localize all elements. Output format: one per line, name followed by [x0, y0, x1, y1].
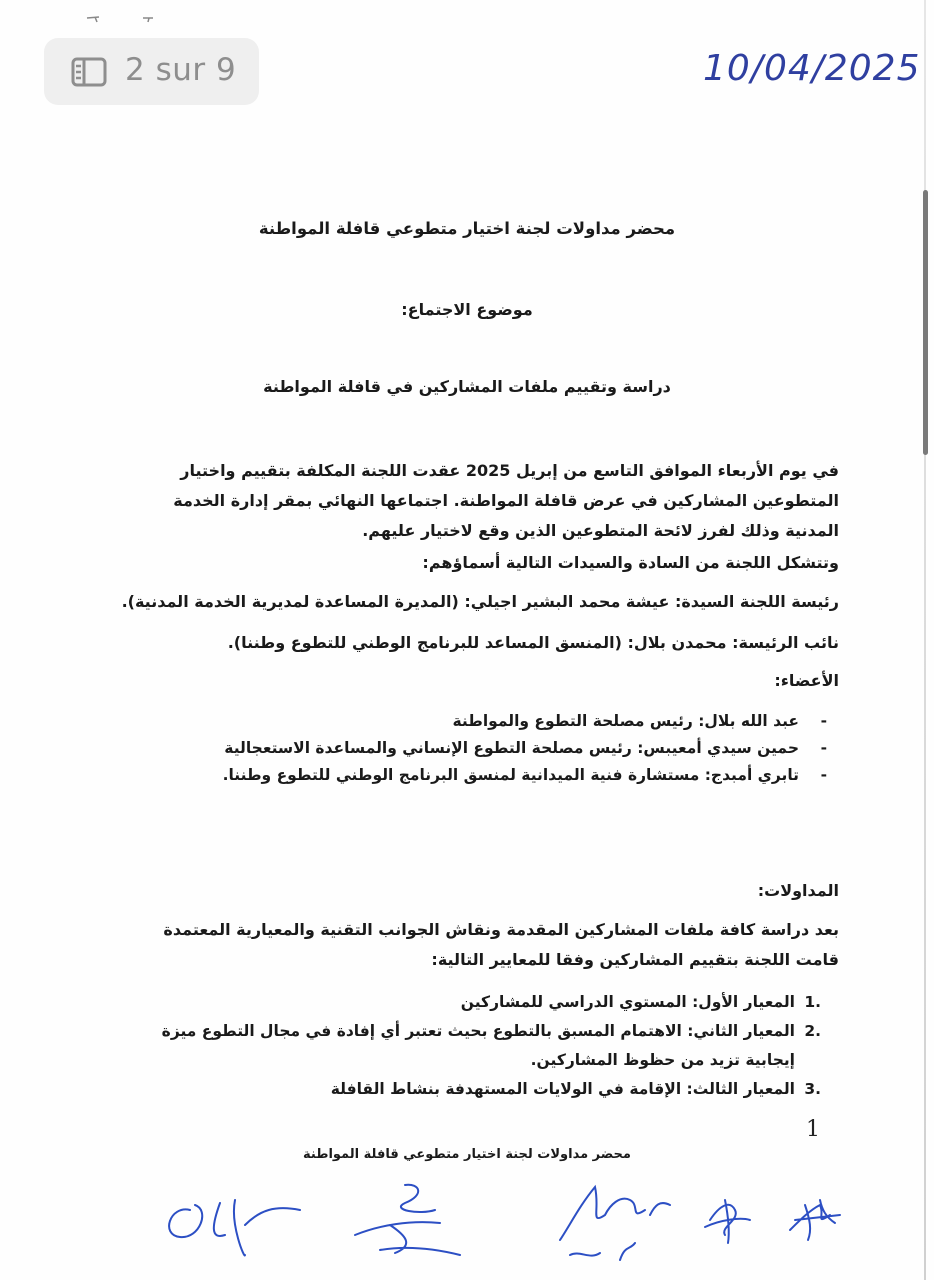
- list-item: - عبد الله بلال: رئيس مصلحة التطوع والمواطنة: [227, 708, 827, 735]
- president-line: رئيسة اللجنة السيدة: عيشة محمد البشير اجيلي: (المديرة المساعدة لمديرية الخدمة المدنية).: [121, 592, 839, 611]
- list-item: - تابري أمبدج: مستشارة فنية الميدانية لمنسق البرنامج الوطني للتطوع وطننا.: [227, 762, 827, 789]
- sidebar-panel-icon: [71, 57, 107, 87]
- deliberations-paragraph: بعد دراسة كافة ملفات المشاركين المقدمة ونقاش الجوانب التقنية والمعيارية المعتمدة قامت اللجنة بتقييم المشاركين وفقا للمعايير التالية:: [163, 920, 839, 969]
- criteria-number: 3.: [804, 1080, 821, 1098]
- deliberations-label: المداولات:: [757, 881, 839, 900]
- page-number: 1: [806, 1117, 820, 1142]
- signature-4: [705, 1200, 750, 1243]
- criteria-text: المعيار الثالث: الإقامة في الولايات المستهدفة بنشاط القافلة: [330, 1080, 795, 1098]
- signature-1: [169, 1200, 300, 1255]
- signature-3: [560, 1187, 670, 1260]
- scan-marks: [85, 14, 165, 26]
- handwritten-date: 10/04/2025: [703, 48, 921, 89]
- page-indicator[interactable]: [44, 38, 259, 105]
- signature-5: [790, 1200, 840, 1240]
- members-label: الأعضاء:: [774, 671, 839, 690]
- criteria-text: المعيار الثاني: الاهتمام المسبق بالتطوع بحيث تعتبر أي إفادة في مجال التطوع ميزة إيجابية تزيد من حظوظ المشاركين.: [161, 1022, 795, 1069]
- composition-line: وتتشكل اللجنة من السادة والسيدات التالية أسماؤهم:: [422, 553, 839, 572]
- signature-2: [355, 1185, 460, 1255]
- members-list: [222, 708, 827, 789]
- page-footer: محضر مداولات لجنة اختيار متطوعي قافلة المواطنة: [303, 1147, 631, 1162]
- criteria-list: [131, 988, 821, 1104]
- page-indicator-label: 2 sur 9: [125, 52, 237, 88]
- subject-label: موضوع الاجتماع:: [401, 300, 533, 319]
- vice-president-line: نائب الرئيسة: محمدن بلال: (المنسق المساعد للبرنامج الوطني للتطوع وطننا).: [227, 633, 839, 652]
- signatures: [150, 1165, 850, 1275]
- document-title: محضر مداولات لجنة اختيار متطوعي قافلة المواطنة: [258, 219, 676, 238]
- list-item: - حمين سيدي أمعيبس: رئيس مصلحة التطوع الإنساني والمساعدة الاستعجالية: [227, 735, 827, 762]
- list-item: [131, 1075, 821, 1104]
- list-item: [131, 1017, 821, 1075]
- meeting-subject: دراسة وتقييم ملفات المشاركين في قافلة المواطنة: [263, 377, 671, 396]
- intro-paragraph: في يوم الأربعاء الموافق التاسع من إبريل 2025 عقدت اللجنة المكلفة بتقييم واختيار المتطوعين المشاركين في عرض قافلة المواطنة. اجتماعها النهائي بمقر إدارة الخدمة المدنية وذلك لفرز لائحة المتطوعين الذين وقع لاختيار عليهم.: [173, 461, 839, 540]
- scrollbar-thumb[interactable]: [923, 190, 928, 455]
- criteria-text: المعيار الأول: المستوي الدراسي للمشاركين: [460, 993, 795, 1011]
- criteria-number: 1.: [804, 993, 821, 1011]
- list-item: [131, 988, 821, 1017]
- criteria-number: 2.: [804, 1022, 821, 1040]
